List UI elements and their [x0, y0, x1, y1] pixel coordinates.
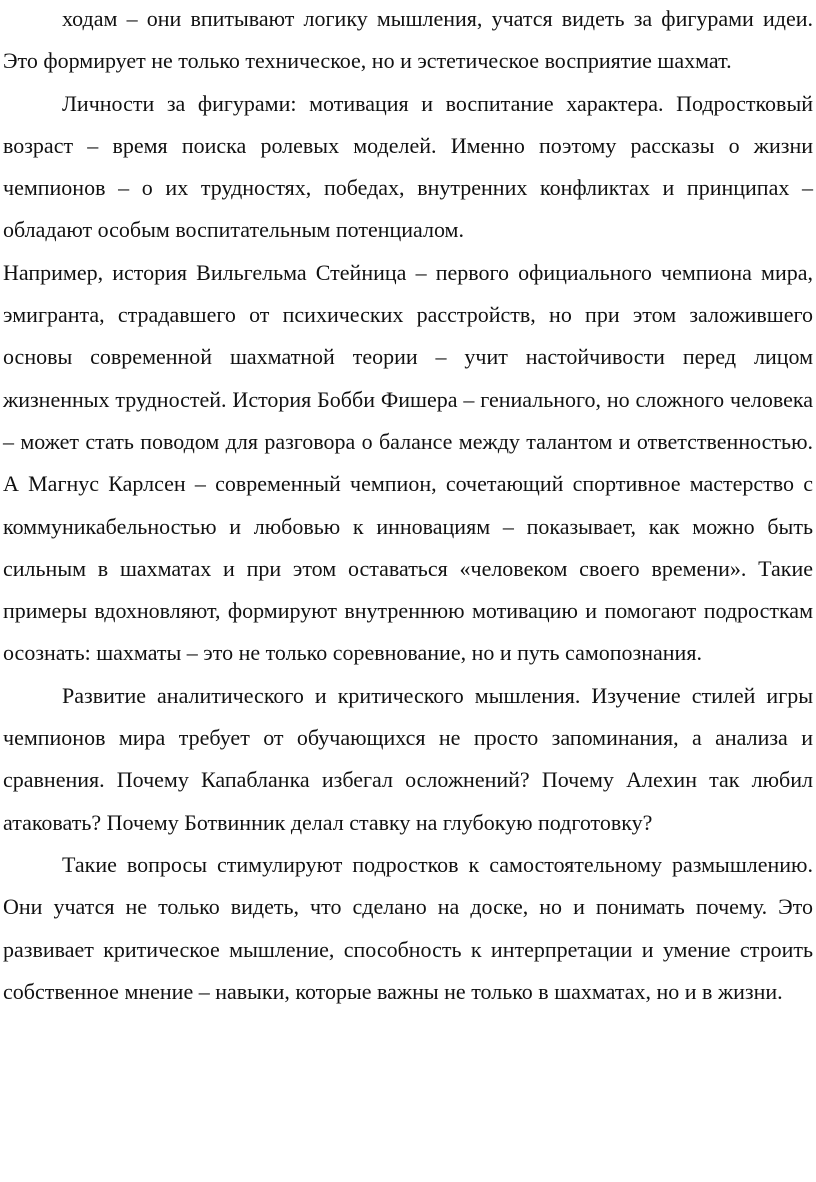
paragraph-examples: Например, история Вильгельма Стейница – первого официального чемпиона мира, эмигранта, страдавшего от психических расстройств, но при этом заложившего основы современной шахматной теории – учит настойчивости перед лицом жизненных трудностей. История Бобби Фишера – гениального, но сложного человека – может стать поводом для разговора о балансе между талантом и ответственностью. А Магнус Карлсен – современный чемпион, сочетающий спортивное мастерство с коммуникабельностью и любовью к инновациям – показывает, как можно быть сильным в шахматах и при этом оставаться «человеком своего времени». Такие примеры вдохновляют, формируют внутреннюю мотивацию и помогают подросткам осознать: шахматы – это не только соревнование, но и путь самопознания. [3, 259, 813, 666]
paragraph-questions: Такие вопросы стимулируют подростков к самостоятельному размышлению. Они учатся не только видеть, что сделано на доске, но и понимать почему. Это развивает критическое мышление, способность к интерпретации и умение строить собственное мнение – навыки, которые важны не только в шахматах, но и в жизни. [3, 851, 813, 1004]
paragraph-analytical-thinking: Развитие аналитического и критического мышления. Изучение стилей игры чемпионов мира требует от обучающихся не просто запоминания, а анализа и сравнения. Почему Капабланка избегал осложнений? Почему Алехин так любил атаковать? Почему Ботвинник делал ставку на глубокую подготовку? [3, 682, 813, 835]
paragraph-continuation: ходам – они впитывают логику мышления, учатся видеть за фигурами идеи. Это формирует не только техническое, но и эстетическое восприятие шахмат. [3, 6, 813, 74]
paragraph-personalities: Личности за фигурами: мотивация и воспитание характера. Подростковый возраст – время поиска ролевых моделей. Именно поэтому рассказы о жизни чемпионов – о их трудностях, победах, внутренних конфликтах и принципах – обладают особым воспитательным потенциалом. [3, 90, 813, 243]
